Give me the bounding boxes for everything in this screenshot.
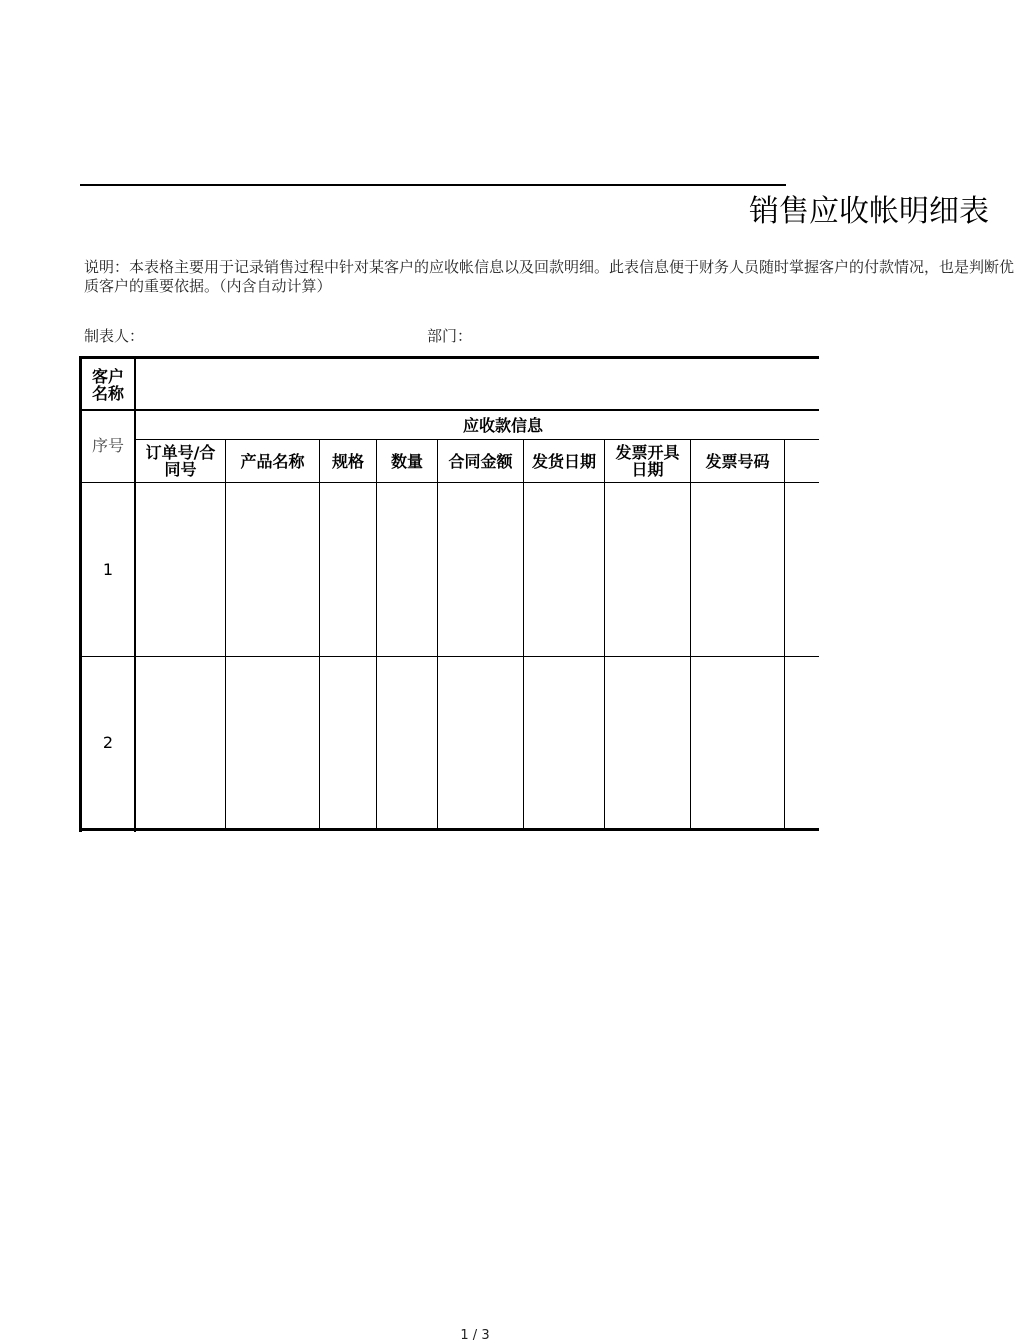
maker-label: 制表人： [84, 327, 145, 345]
table-vline [437, 439, 438, 831]
page-title: 销售应收帐明细表 [749, 194, 989, 229]
table-vline [319, 439, 320, 831]
table-vline [225, 439, 226, 831]
table-vline [784, 439, 785, 831]
description [84, 258, 1014, 296]
column-header: 产品名称 [240, 451, 305, 471]
customer-name-label: 客户名称 [91, 366, 124, 403]
column-header: 数量 [390, 451, 423, 471]
table-hline [79, 656, 819, 657]
table-vline [690, 439, 691, 831]
column-header: 发货日期 [531, 451, 596, 471]
description-line-1: 说明：本表格主要用于记录销售过程中针对某客户的应收帐信息以及回款明细。此表信息便于财务人员随时掌握客户的付款情况，也是判断优 [84, 258, 1014, 276]
receivable-header: 应收款信息 [463, 415, 544, 435]
table-vline [523, 439, 524, 831]
title-rule [80, 184, 786, 186]
page-footer: 1 / 3 [460, 1328, 490, 1343]
description-line-2: 质客户的重要依据。（内含自动计算） [84, 277, 332, 295]
table-hline [79, 482, 819, 483]
title-clip [700, 192, 989, 236]
receivable-table [79, 356, 786, 832]
table-top-border [79, 356, 819, 359]
table-vline [604, 439, 605, 831]
column-header: 发票号码 [705, 451, 770, 471]
row-number: 1 [102, 560, 114, 579]
seq-label: 序号 [91, 435, 124, 455]
dept-label: 部门： [427, 327, 473, 345]
column-header: 发票开具日期 [615, 443, 680, 479]
table-vline [376, 439, 377, 831]
column-header: 订单号/合同号 [145, 443, 216, 479]
column-header: 规格 [331, 451, 364, 471]
table-bottom-border [79, 828, 819, 831]
column-header: 合同金额 [448, 451, 513, 471]
row-number: 2 [102, 733, 114, 752]
